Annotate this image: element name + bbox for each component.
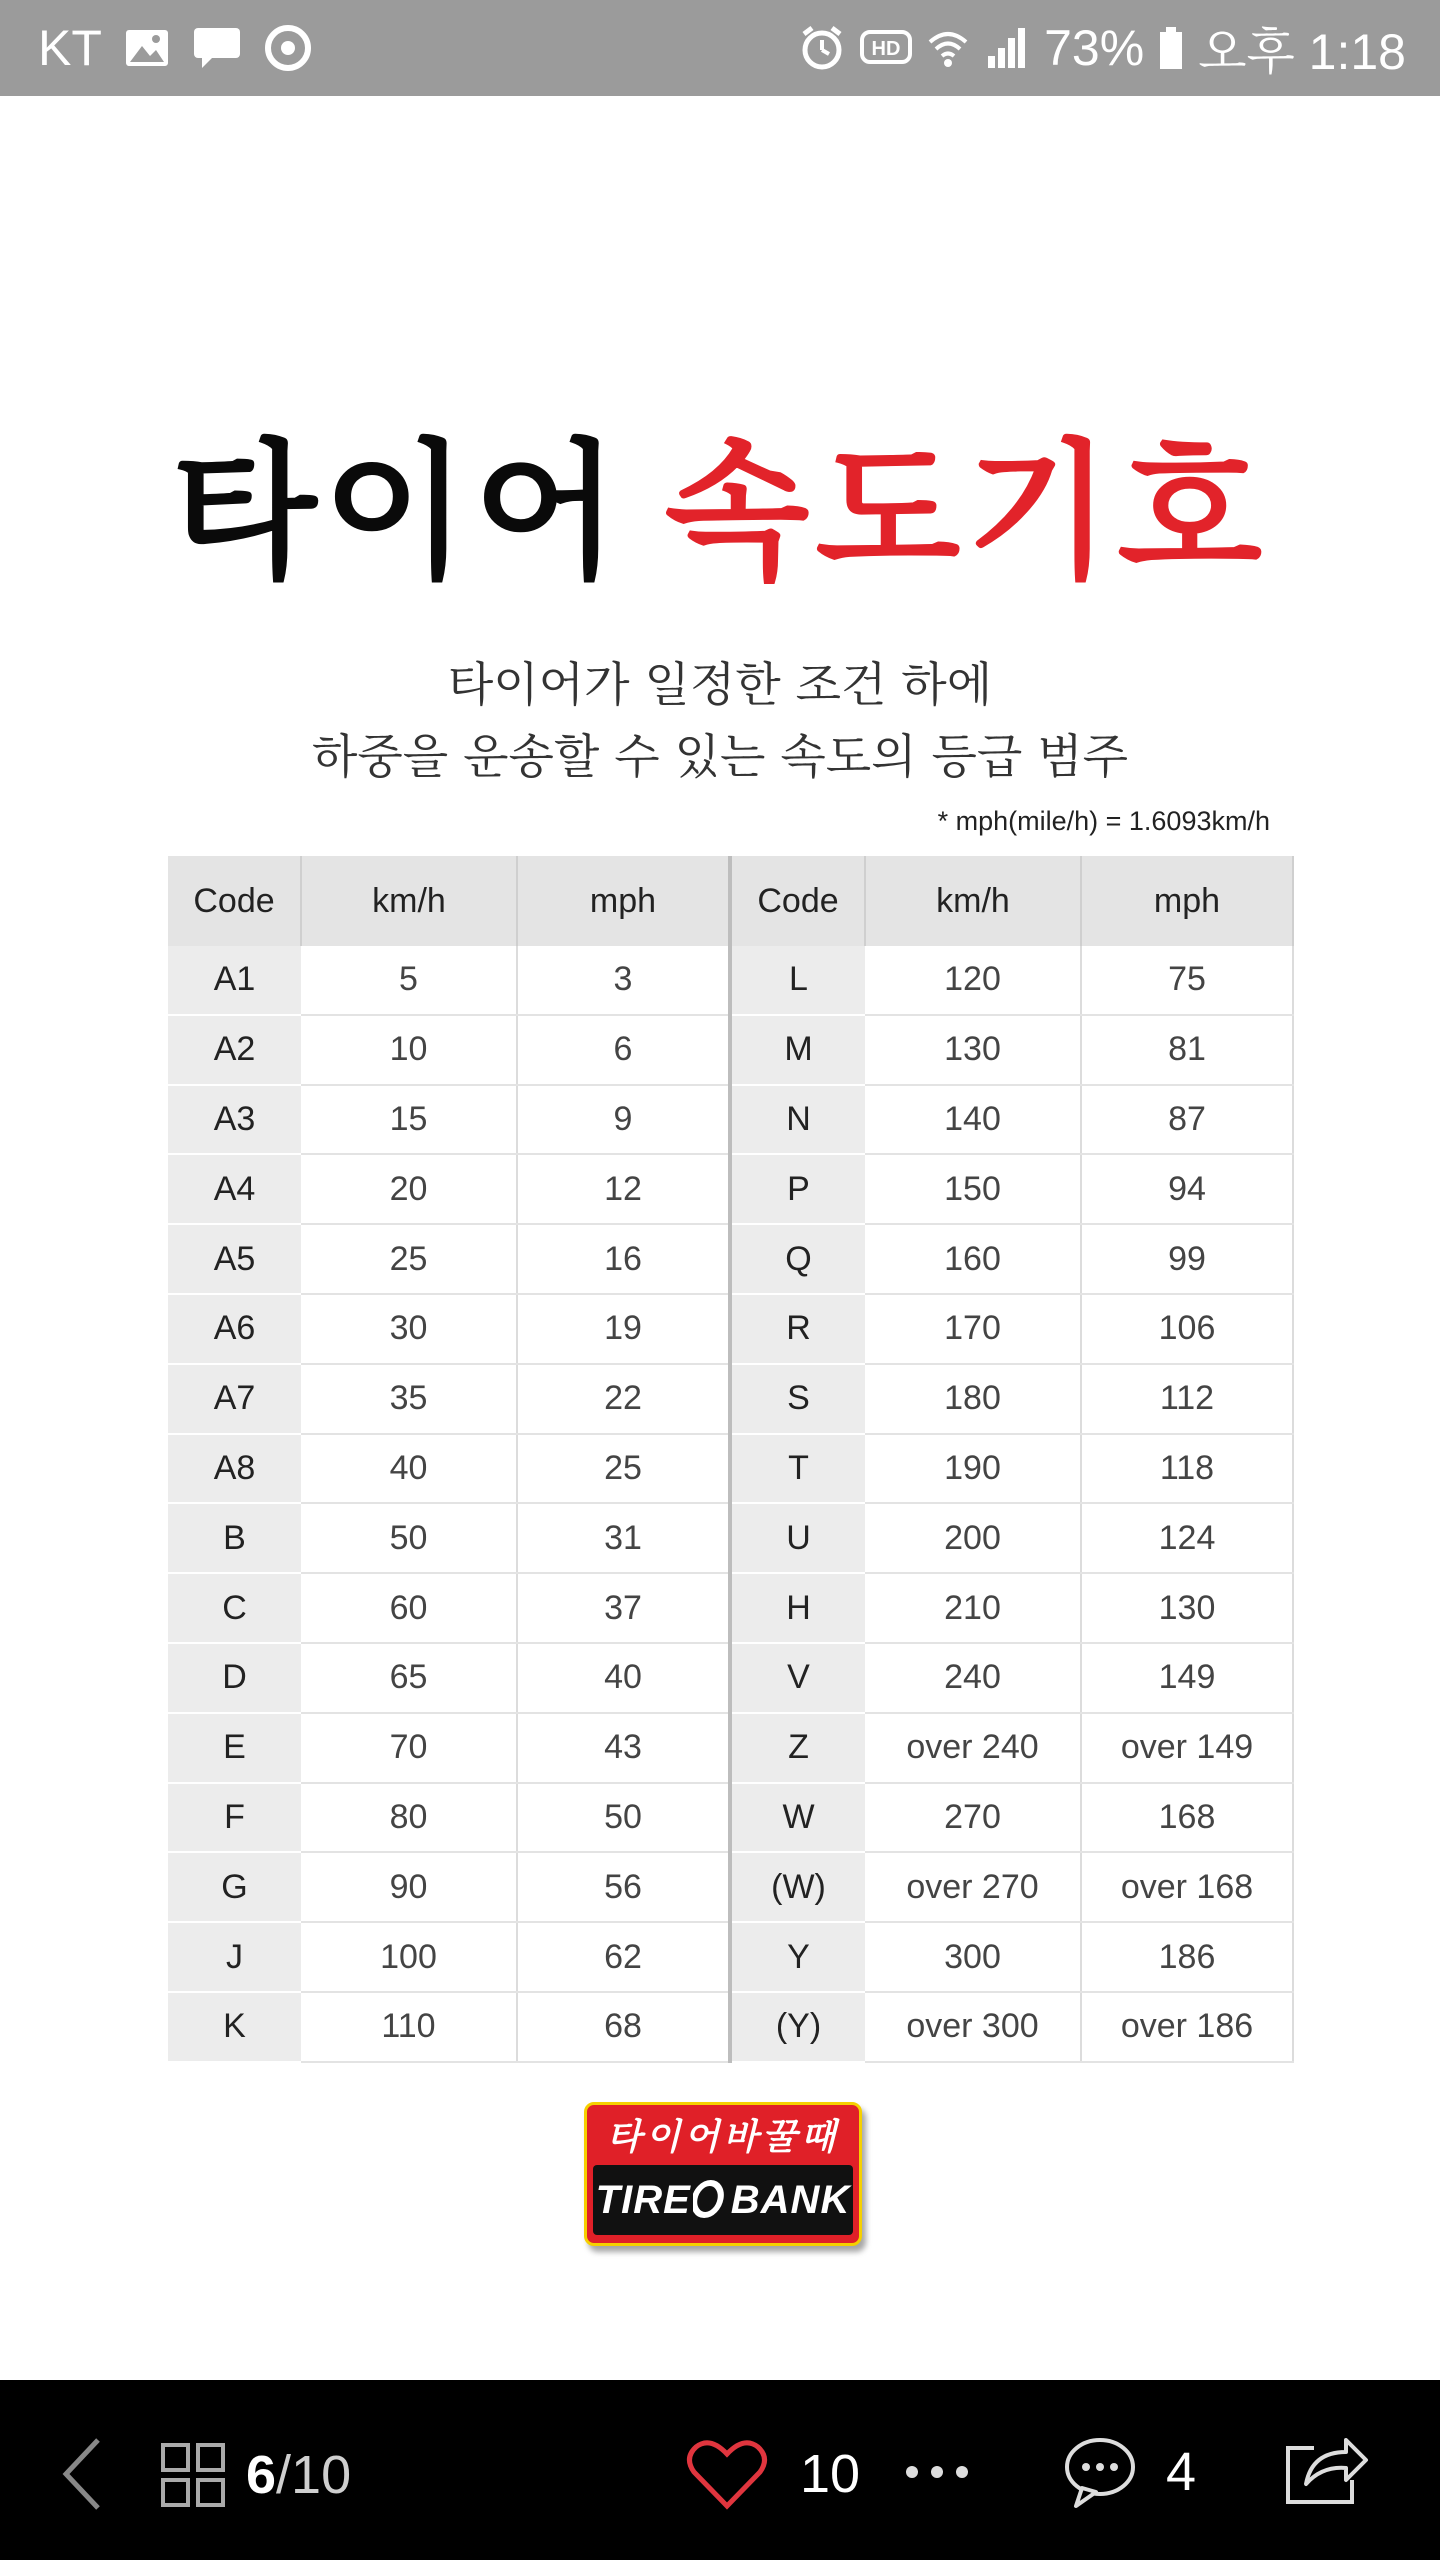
more-button[interactable] [904, 2464, 970, 2480]
table-row [168, 1783, 1293, 1853]
cell-code-right: U [730, 1503, 865, 1573]
cell-code-left: J [168, 1922, 301, 1992]
cell-kmh-right: 140 [865, 1085, 1081, 1155]
cell-code-right: H [730, 1573, 865, 1643]
page-current: 6 [246, 2445, 277, 2505]
cell-kmh-left: 35 [301, 1364, 517, 1434]
cell-mph-left: 9 [517, 1085, 730, 1155]
table-row [168, 1713, 1293, 1783]
cell-mph-left: 43 [517, 1713, 730, 1783]
image-icon [124, 28, 170, 68]
cell-code-right: P [730, 1154, 865, 1224]
page-grid-button[interactable] [160, 2442, 351, 2508]
cell-code-right: L [730, 946, 865, 1015]
logo-top-text: 타이어바꿀때 [606, 2117, 840, 2158]
cell-code-left: C [168, 1573, 301, 1643]
cell-mph-right: 130 [1081, 1573, 1293, 1643]
cell-mph-right: over 149 [1081, 1713, 1293, 1783]
tirebank-logo [584, 2102, 862, 2246]
header-kmh-left: km/h [301, 856, 517, 946]
cell-code-left: A4 [168, 1154, 301, 1224]
cell-code-right: M [730, 1015, 865, 1085]
like-count: 10 [800, 2444, 861, 2504]
header-mph-left: mph [517, 856, 730, 946]
table-row [168, 1922, 1293, 1992]
like-button[interactable] [686, 2438, 860, 2510]
svg-text:HD: HD [871, 38, 901, 60]
cell-mph-right: 99 [1081, 1224, 1293, 1294]
cell-code-left: A6 [168, 1294, 301, 1364]
cell-kmh-right: 190 [865, 1434, 1081, 1504]
hd-icon [860, 28, 912, 68]
table-row [168, 1573, 1293, 1643]
cell-kmh-left: 30 [301, 1294, 517, 1364]
cell-code-left: E [168, 1713, 301, 1783]
cell-mph-left: 31 [517, 1503, 730, 1573]
cell-code-right: T [730, 1434, 865, 1504]
logo-tire-word: TIRE [595, 2178, 691, 2222]
cell-kmh-right: 210 [865, 1573, 1081, 1643]
battery-percent: 73% [1044, 20, 1145, 76]
chat-icon [192, 26, 242, 70]
cell-kmh-right: 160 [865, 1224, 1081, 1294]
cell-mph-left: 56 [517, 1852, 730, 1922]
logo-bank-word: BANK [730, 2178, 851, 2222]
cell-kmh-left: 70 [301, 1713, 517, 1783]
table-row [168, 1643, 1293, 1713]
cell-mph-left: 68 [517, 1992, 730, 2062]
cell-kmh-left: 80 [301, 1783, 517, 1853]
table-row [168, 1503, 1293, 1573]
title-tire: 타이어 [171, 426, 625, 600]
cell-kmh-left: 25 [301, 1224, 517, 1294]
table-row [168, 1364, 1293, 1434]
cell-kmh-right: over 300 [865, 1992, 1081, 2062]
cell-code-left: K [168, 1992, 301, 2062]
cell-kmh-right: 130 [865, 1015, 1081, 1085]
cell-kmh-right: 180 [865, 1364, 1081, 1434]
cell-kmh-left: 65 [301, 1643, 517, 1713]
page-total: /10 [276, 2445, 352, 2505]
cell-mph-left: 12 [517, 1154, 730, 1224]
comment-count: 4 [1166, 2442, 1197, 2502]
cell-kmh-left: 90 [301, 1852, 517, 1922]
cell-code-left: A2 [168, 1015, 301, 1085]
cell-kmh-left: 15 [301, 1085, 517, 1155]
cell-mph-right: 106 [1081, 1294, 1293, 1364]
cell-code-right: N [730, 1085, 865, 1155]
table-row [168, 1852, 1293, 1922]
cell-code-right: (W) [730, 1852, 865, 1922]
cell-mph-left: 62 [517, 1922, 730, 1992]
cell-code-right: Q [730, 1224, 865, 1294]
comment-icon [1062, 2434, 1138, 2510]
cell-kmh-right: over 240 [865, 1713, 1081, 1783]
logo-bottom-text [593, 2165, 853, 2235]
cell-kmh-left: 50 [301, 1503, 517, 1573]
status-bar [0, 0, 1440, 96]
carrier-label: KT [38, 20, 102, 76]
cell-mph-left: 19 [517, 1294, 730, 1364]
battery-icon [1158, 25, 1184, 71]
clock: 오후 1:18 [1198, 24, 1406, 80]
cell-mph-left: 40 [517, 1643, 730, 1713]
cell-kmh-right: 300 [865, 1922, 1081, 1992]
cell-mph-right: 87 [1081, 1085, 1293, 1155]
cell-kmh-right: 150 [865, 1154, 1081, 1224]
more-icon [904, 2464, 970, 2480]
cell-mph-left: 3 [517, 946, 730, 1015]
speed-rating-table [168, 856, 1294, 2063]
cell-code-right: Y [730, 1922, 865, 1992]
cell-mph-left: 22 [517, 1364, 730, 1434]
subtitle-line-1: 타이어가 일정한 조건 하에 [447, 658, 993, 713]
cell-code-left: G [168, 1852, 301, 1922]
cell-kmh-left: 20 [301, 1154, 517, 1224]
sync-icon [264, 24, 312, 72]
table-row [168, 1154, 1293, 1224]
heart-icon [686, 2438, 768, 2510]
cell-mph-right: 124 [1081, 1503, 1293, 1573]
alarm-icon [798, 24, 846, 72]
cell-code-right: V [730, 1643, 865, 1713]
table-row [168, 1015, 1293, 1085]
cell-mph-right: 81 [1081, 1015, 1293, 1085]
cell-kmh-left: 10 [301, 1015, 517, 1085]
cell-mph-right: 118 [1081, 1434, 1293, 1504]
cell-kmh-left: 110 [301, 1992, 517, 2062]
header-kmh-right: km/h [865, 856, 1081, 946]
cell-mph-right: 112 [1081, 1364, 1293, 1434]
cell-mph-right: 75 [1081, 946, 1293, 1015]
cell-code-right: R [730, 1294, 865, 1364]
cell-code-left: A8 [168, 1434, 301, 1504]
cell-mph-right: over 168 [1081, 1852, 1293, 1922]
cell-mph-left: 6 [517, 1015, 730, 1085]
cell-kmh-right: 200 [865, 1503, 1081, 1573]
table-row [168, 1434, 1293, 1504]
cell-code-left: A1 [168, 946, 301, 1015]
cell-mph-right: over 186 [1081, 1992, 1293, 2062]
title-speed-symbol: 속도기호 [664, 426, 1269, 600]
cell-kmh-right: 270 [865, 1783, 1081, 1853]
table-row [168, 1294, 1293, 1364]
header-code-right: Code [730, 856, 865, 946]
cell-kmh-left: 100 [301, 1922, 517, 1992]
cell-code-left: B [168, 1503, 301, 1573]
header-mph-right: mph [1081, 856, 1293, 946]
cell-mph-right: 94 [1081, 1154, 1293, 1224]
cell-mph-right: 149 [1081, 1643, 1293, 1713]
share-button[interactable] [1284, 2432, 1370, 2506]
signal-icon [984, 26, 1030, 70]
cell-code-left: A7 [168, 1364, 301, 1434]
cell-code-right: S [730, 1364, 865, 1434]
share-icon [1284, 2432, 1370, 2506]
logo-tire-ring-icon [693, 2179, 729, 2219]
cell-code-left: D [168, 1643, 301, 1713]
header-code-left: Code [168, 856, 301, 946]
cell-kmh-right: 240 [865, 1643, 1081, 1713]
cell-code-left: A5 [168, 1224, 301, 1294]
back-icon [58, 2436, 106, 2512]
page-title [0, 426, 1440, 600]
cell-mph-right: 186 [1081, 1922, 1293, 1992]
table-row [168, 1992, 1293, 2062]
cell-code-right: W [730, 1783, 865, 1853]
cell-kmh-right: over 270 [865, 1852, 1081, 1922]
table-header-row [168, 856, 1293, 946]
cell-code-right: Z [730, 1713, 865, 1783]
table-row [168, 1224, 1293, 1294]
back-button[interactable] [58, 2436, 106, 2512]
cell-kmh-left: 40 [301, 1434, 517, 1504]
cell-kmh-left: 5 [301, 946, 517, 1015]
conversion-note: * mph(mile/h) = 1.6093km/h [937, 806, 1270, 836]
cell-mph-left: 50 [517, 1783, 730, 1853]
cell-code-left: F [168, 1783, 301, 1853]
cell-kmh-right: 170 [865, 1294, 1081, 1364]
cell-mph-right: 168 [1081, 1783, 1293, 1853]
bottom-navigation-bar [0, 2380, 1440, 2560]
subtitle-line-2: 하중을 운송할 수 있는 속도의 등급 범주 [311, 730, 1129, 785]
cell-kmh-left: 60 [301, 1573, 517, 1643]
table-row [168, 1085, 1293, 1155]
cell-code-left: A3 [168, 1085, 301, 1155]
table-row [168, 946, 1293, 1015]
cell-code-right: (Y) [730, 1992, 865, 2062]
grid-icon [160, 2442, 226, 2508]
cell-mph-left: 16 [517, 1224, 730, 1294]
comment-button[interactable] [1062, 2434, 1196, 2510]
cell-kmh-right: 120 [865, 946, 1081, 1015]
wifi-icon [926, 26, 970, 70]
cell-mph-left: 37 [517, 1573, 730, 1643]
cell-mph-left: 25 [517, 1434, 730, 1504]
